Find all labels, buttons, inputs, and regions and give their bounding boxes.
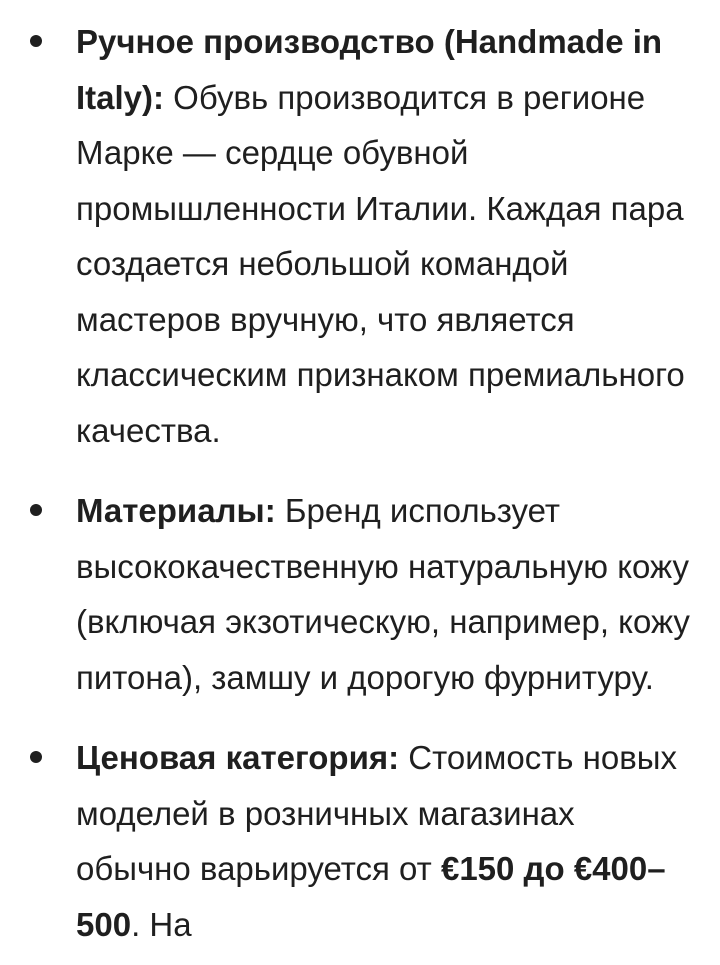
item-term: Ценовая категория: bbox=[76, 739, 400, 776]
bullet-icon bbox=[30, 751, 42, 763]
list-item-handmade bbox=[0, 14, 720, 458]
item-text: Обувь производится в регионе Марке — сердце обувной промышленности Италии. Каждая пара создается небольшой командой мастеров вручную, что является классическим признаком премиального качества. bbox=[76, 78, 685, 449]
item-text: Стоимость новых моделей в розничных магазинах обычно варьируется от bbox=[76, 739, 677, 887]
bullet-icon bbox=[30, 35, 42, 47]
item-text-after: . На bbox=[131, 905, 192, 943]
item-term: Материалы: bbox=[76, 492, 276, 529]
item-term: Ручное производство (Handmade in Italy): bbox=[76, 23, 663, 116]
list-item-price bbox=[0, 730, 720, 952]
item-text: Бренд использует высококачественную натуральную кожу (включая экзотическую, например, кожу питона), замшу и дорогую фурнитуру. bbox=[76, 492, 690, 696]
feature-list bbox=[0, 14, 720, 952]
price-range: €150 до €400–500 bbox=[76, 850, 666, 943]
bullet-icon bbox=[30, 504, 42, 516]
list-item-materials bbox=[0, 483, 720, 705]
